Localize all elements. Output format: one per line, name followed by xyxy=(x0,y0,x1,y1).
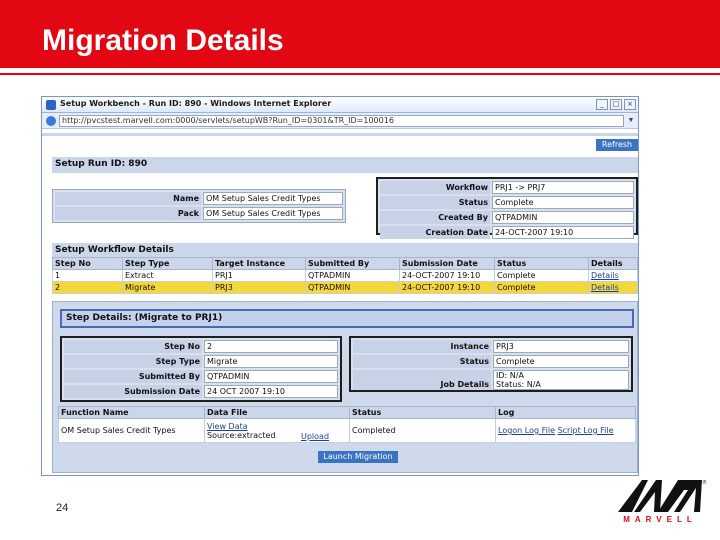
col-submission-date: Submission Date xyxy=(400,258,495,270)
cell-step-no: 1 xyxy=(53,270,123,282)
step-type-label: Step Type xyxy=(64,355,202,368)
cell-submission-date: 24-OCT-2007 19:10 xyxy=(400,270,495,282)
svg-text:®: ® xyxy=(702,480,707,486)
col-details: Details xyxy=(589,258,638,270)
minimize-icon[interactable]: _ xyxy=(596,99,608,110)
workflow-value: PRJ1 -> PRJ7 xyxy=(492,181,634,194)
step-summary-left xyxy=(60,336,342,402)
col-function-name: Function Name xyxy=(59,407,205,419)
marvell-logo-text: MARVELL xyxy=(623,515,697,524)
run-name-label: Name xyxy=(55,192,201,205)
step-submission-date-value: 24 OCT 2007 19:10 xyxy=(204,385,338,398)
job-details-label: Job Details xyxy=(353,370,491,390)
cell-step-type: Extract xyxy=(123,270,213,282)
step-type-value: Migrate xyxy=(204,355,338,368)
cell-function-status: Completed xyxy=(350,419,496,443)
browser-titlebar xyxy=(42,97,638,113)
creation-date-label: Creation Date xyxy=(380,226,490,239)
col-step-no: Step No xyxy=(53,258,123,270)
instance-value: PRJ3 xyxy=(493,340,629,353)
cell-status: Complete xyxy=(495,282,589,294)
window-controls xyxy=(596,99,636,110)
data-file-name: Source:extracted xyxy=(207,430,276,440)
run-summary-left xyxy=(52,189,346,223)
launch-migration-button[interactable]: Launch Migration xyxy=(318,451,398,463)
job-status-value: Status: N/A xyxy=(496,380,541,389)
step-no-value: 2 xyxy=(204,340,338,353)
step-submission-date-label: Submission Date xyxy=(64,385,202,398)
cell-step-no: 2 xyxy=(53,282,123,294)
functions-header-row xyxy=(59,407,636,419)
browser-window xyxy=(41,96,639,476)
created-by-value: QTPADMIN xyxy=(492,211,634,224)
browser-addressbar xyxy=(42,113,638,129)
job-id-value: ID: N/A xyxy=(496,371,524,380)
run-pack-value: OM Setup Sales Credit Types xyxy=(203,207,343,220)
run-name-value: OM Setup Sales Credit Types xyxy=(203,192,343,205)
cell-function-name: OM Setup Sales Credit Types xyxy=(59,419,205,443)
logon-log-link[interactable]: Logon Log File xyxy=(498,426,556,435)
step-summary-right xyxy=(349,336,633,392)
workflow-header-row xyxy=(53,258,638,270)
page-icon xyxy=(46,116,56,126)
cell-status: Complete xyxy=(495,270,589,282)
col-data-file: Data File xyxy=(205,407,350,419)
view-data-link[interactable]: View Data xyxy=(207,421,248,431)
script-log-link[interactable]: Script Log File xyxy=(557,426,614,435)
step-submitted-by-label: Submitted By xyxy=(64,370,202,383)
details-link[interactable]: Details xyxy=(591,271,619,280)
run-summary-right xyxy=(376,177,638,235)
cell-submission-date: 24-OCT-2007 19:10 xyxy=(400,282,495,294)
created-by-label: Created By xyxy=(380,211,490,224)
details-link[interactable]: Details xyxy=(591,283,619,292)
page-number: 24 xyxy=(56,502,69,514)
col-step-type: Step Type xyxy=(123,258,213,270)
col-function-status: Status xyxy=(350,407,496,419)
workflow-panel xyxy=(52,243,638,294)
upload-link[interactable]: Upload xyxy=(301,432,330,441)
functions-panel xyxy=(58,406,636,443)
browser-window-title: Setup Workbench - Run ID: 890 - Windows Internet Explorer xyxy=(60,99,332,108)
app-header-rule xyxy=(42,133,638,136)
workflow-label: Workflow xyxy=(380,181,490,194)
maximize-icon[interactable]: □ xyxy=(610,99,622,110)
refresh-button[interactable]: Refresh xyxy=(596,139,638,151)
col-target-instance: Target Instance xyxy=(213,258,306,270)
table-row-selected[interactable] xyxy=(53,282,638,294)
table-row[interactable] xyxy=(53,270,638,282)
cell-target-instance: PRJ3 xyxy=(213,282,306,294)
step-details-title: Step Details: (Migrate to PRJ1) xyxy=(60,309,634,328)
cell-step-type: Migrate xyxy=(123,282,213,294)
run-status-label: Status xyxy=(380,196,490,209)
creation-date-value: 24-OCT-2007 19:10 xyxy=(492,226,634,239)
address-input[interactable]: http://pvcstest.marvell.com:0000/servlets/setupWB?Run_ID=0301&TR_ID=100016 xyxy=(59,115,624,127)
cell-target-instance: PRJ1 xyxy=(213,270,306,282)
col-status: Status xyxy=(495,258,589,270)
workflow-table xyxy=(52,257,638,294)
table-row xyxy=(59,419,636,443)
instance-label: Instance xyxy=(353,340,491,353)
run-pack-label: Pack xyxy=(55,207,201,220)
col-submitted-by: Submitted By xyxy=(306,258,400,270)
step-submitted-by-value: QTPADMIN xyxy=(204,370,338,383)
slide-divider xyxy=(0,73,720,75)
run-status-value: Complete xyxy=(492,196,634,209)
step-status-label: Status xyxy=(353,355,491,368)
slide-title: Migration Details xyxy=(42,24,284,57)
cell-submitted-by: QTPADMIN xyxy=(306,270,400,282)
setup-run-title: Setup Run ID: 890 xyxy=(52,157,638,173)
functions-table xyxy=(58,406,636,443)
step-status-value: Complete xyxy=(493,355,629,368)
chevron-down-icon[interactable]: ▼ xyxy=(627,117,635,124)
close-icon[interactable]: × xyxy=(624,99,636,110)
ie-icon xyxy=(46,100,56,110)
cell-submitted-by: QTPADMIN xyxy=(306,282,400,294)
step-no-label: Step No xyxy=(64,340,202,353)
step-details-panel xyxy=(52,301,638,473)
workflow-title: Setup Workflow Details xyxy=(52,243,638,257)
col-log: Log xyxy=(496,407,636,419)
